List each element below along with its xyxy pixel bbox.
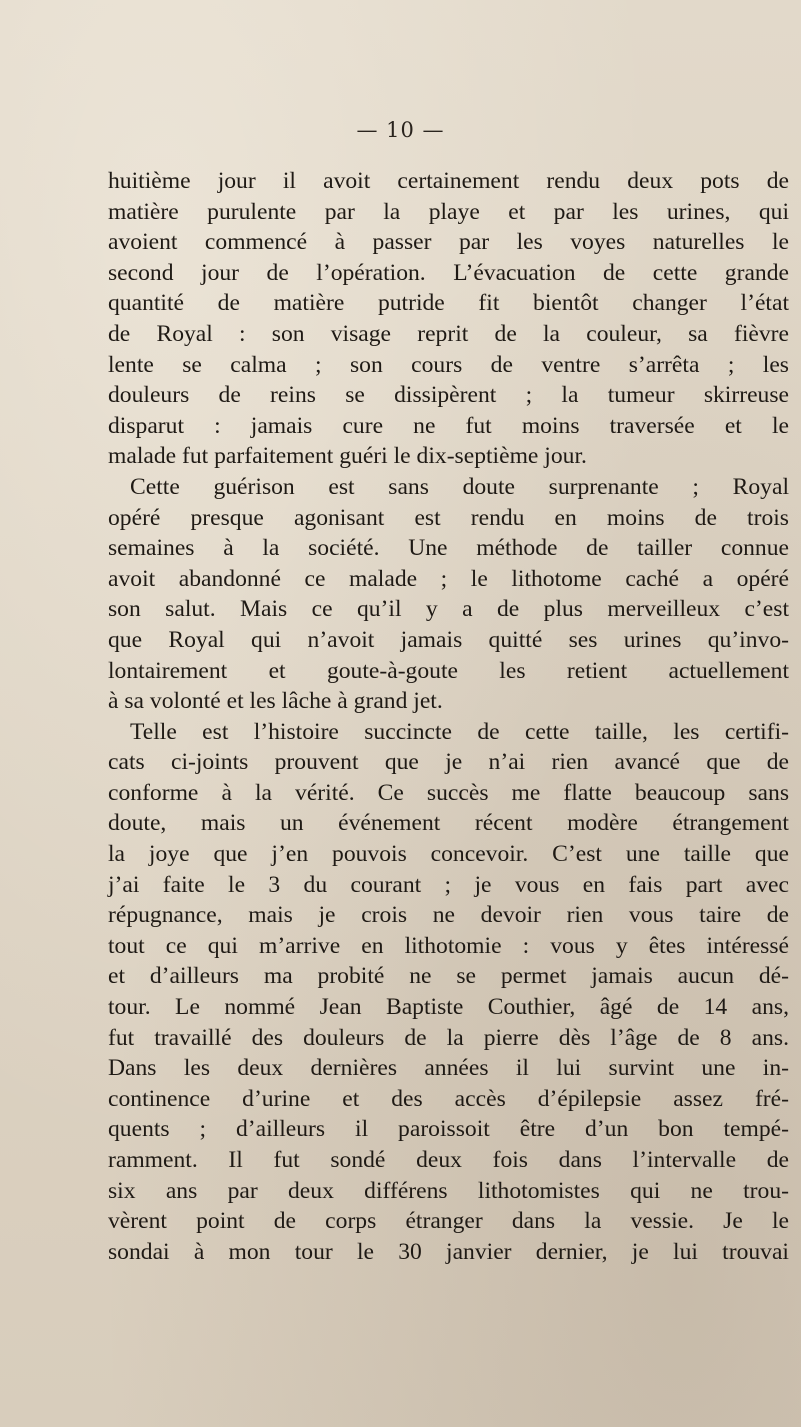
text-line: doute, mais un événement récent modère étrangement [108,810,789,837]
text-line: douleurs de reins se dissipèrent ; la tumeur skirreuse [108,382,789,409]
text-line: son salut. Mais ce qu’il y a de plus merveilleux c’est [108,596,789,623]
page-number: — 10 — [356,118,445,142]
text-line: répugnance, mais je crois ne devoir rien vous taire de [108,902,789,929]
text-line: quantité de matière putride fit bientôt changer l’état [108,290,789,317]
text-line: sondai à mon tour le 30 janvier dernier, je lui trouvai [108,1238,789,1265]
text-line: j’ai faite le 3 du courant ; je vous en fais part avec [108,871,789,898]
text-line: avoient commencé à passer par les voyes naturelles le [108,229,789,256]
text-line: semaines à la société. Une méthode de tailler connue [108,535,789,562]
text-line: et d’ailleurs ma probité ne se permet jamais aucun dé- [108,963,789,990]
text-line: de Royal : son visage reprit de la couleur, sa fièvre [108,320,789,347]
text-line: Cette guérison est sans doute surprenante ; Royal [130,473,789,500]
text-line: fut travaillé des douleurs de la pierre dès l’âge de 8 ans. [108,1024,789,1051]
text-line: disparut : jamais cure ne fut moins traversée et le [108,412,789,439]
text-line: Dans les deux dernières années il lui survint une in- [108,1055,789,1082]
text-line: continence d’urine et des accès d’épilepsie assez fré- [108,1085,789,1112]
text-line: conforme à la vérité. Ce succès me flatte beaucoup sans [108,779,789,806]
text-line: six ans par deux différens lithotomistes qui ne trou- [108,1177,789,1204]
text-line: ramment. Il fut sondé deux fois dans l’intervalle de [108,1147,789,1173]
text-line: opéré presque agonisant est rendu en moins de trois [108,504,789,531]
text-line: matière purulente par la playe et par les urines, qui [108,198,789,225]
text-line: à sa volonté et les lâche à grand jet. [108,688,443,715]
text-line: tout ce qui m’arrive en lithotomie : vous y êtes intéressé [108,932,789,959]
text-line: quents ; d’ailleurs il paroissoit être d’un bon tempé- [108,1116,789,1143]
text-line: huitième jour il avoit certainement rendu deux pots de [108,168,789,194]
body-text [108,166,789,1267]
text-line: que Royal qui n’avoit jamais quitté ses urines qu’invo- [108,626,789,653]
text-line: malade fut parfaitement guéri le dix-septième jour. [108,443,587,470]
text-line: Telle est l’histoire succincte de cette taille, les certifi- [130,718,789,745]
text-line: lente se calma ; son cours de ventre s’arrêta ; les [108,351,789,378]
text-line: second jour de l’opération. L’évacuation de cette grande [108,259,789,286]
text-line: avoit abandonné ce malade ; le lithotome caché a opéré [108,565,789,592]
text-line: lontairement et goute-à-goute les retient actuellement [108,657,789,684]
text-line: la joye que j’en pouvois concevoir. C’est une taille que [108,841,789,868]
text-line: vèrent point de corps étranger dans la vessie. Je le [108,1208,789,1235]
text-line: tour. Le nommé Jean Baptiste Couthier, âgé de 14 ans, [108,994,789,1021]
text-line: cats ci-joints prouvent que je n’ai rien avancé que de [108,749,789,776]
